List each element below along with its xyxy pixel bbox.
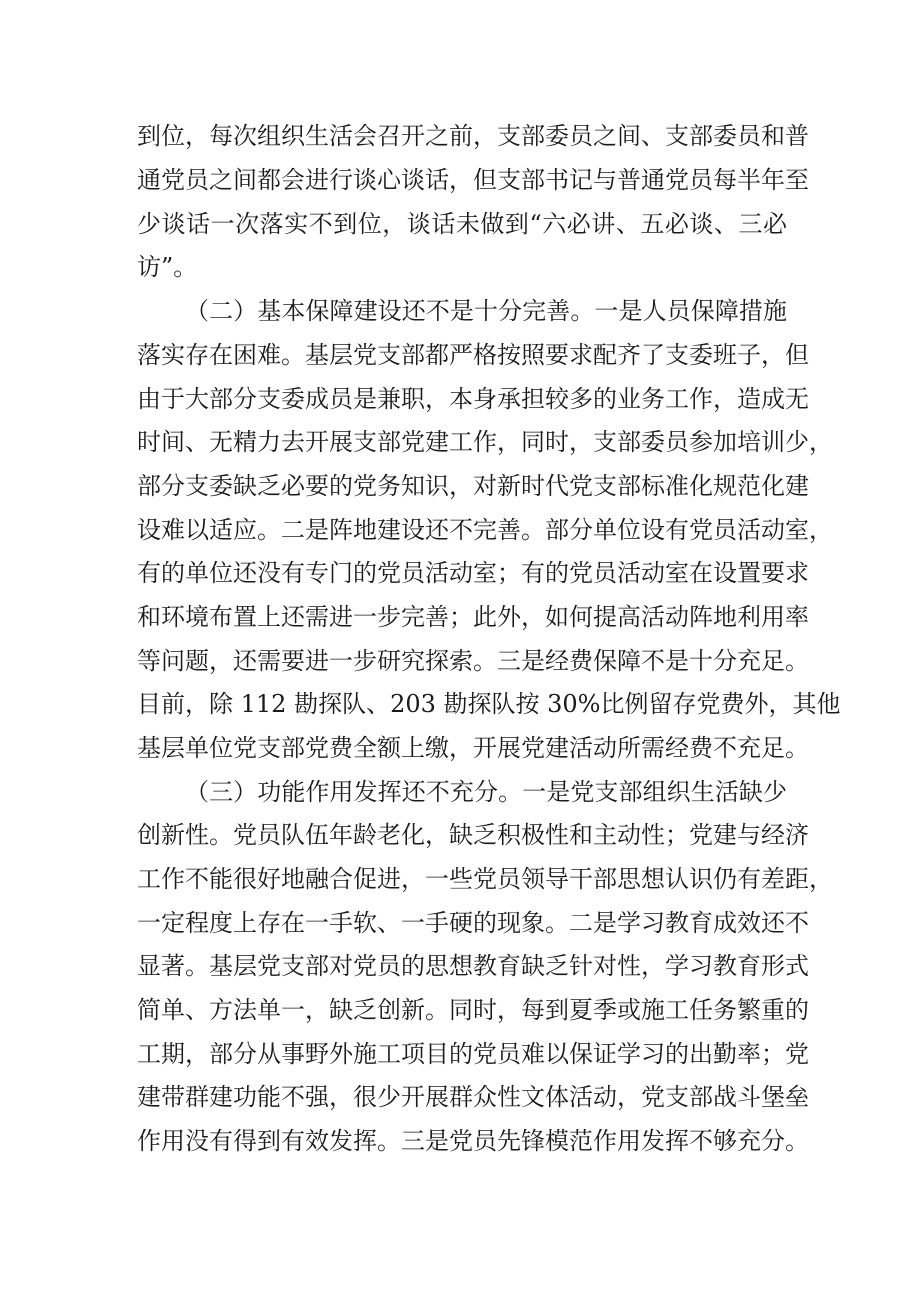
text-line: 等问题，还需要进一步研究探索。三是经费保障不是十分充足。 <box>137 647 809 675</box>
text-line: 有的单位还没有专门的党员活动室；有的党员活动室在设置要求 <box>137 559 809 587</box>
text-line: 通党员之间都会进行谈心谈话，但支部书记与普通党员每半年至 <box>137 166 809 194</box>
text-line: 工期，部分从事野外施工项目的党员难以保证学习的出勤率；党 <box>137 1040 809 1068</box>
text-line: 由于大部分支委成员是兼职，本身承担较多的业务工作，造成无 <box>137 385 809 413</box>
text-line: 建带群建功能不强，很少开展群众性文体活动，党支部战斗堡垒 <box>137 1083 809 1111</box>
text-line: 工作不能很好地融合促进，一些党员领导干部思想认识仍有差距， <box>137 865 833 893</box>
text-line: 基层单位党支部党费全额上缴，开展党建活动所需经费不充足。 <box>137 734 809 762</box>
section-heading-line: （二）基本保障建设还不是十分完善。一是人员保障措施 <box>185 297 787 325</box>
section-heading-line: （三）功能作用发挥还不充分。一是党支部组织生活缺少 <box>185 778 787 806</box>
text-line: 设难以适应。二是阵地建设还不完善。部分单位设有党员活动室， <box>137 516 833 544</box>
text-line: 到位，每次组织生活会召开之前，支部委员之间、支部委员和普 <box>137 122 809 150</box>
text-line: 创新性。党员队伍年龄老化，缺乏积极性和主动性；党建与经济 <box>137 821 809 849</box>
text-line: 时间、无精力去开展支部党建工作，同时，支部委员参加培训少， <box>137 428 833 456</box>
text-line: 部分支委缺乏必要的党务知识，对新时代党支部标准化规范化建 <box>137 472 809 500</box>
text-line: 作用没有得到有效发挥。三是党员先锋模范作用发挥不够充分。 <box>137 1127 809 1155</box>
text-line: 显著。基层党支部对党员的思想教育缺乏针对性，学习教育形式 <box>137 952 809 980</box>
text-line: 落实存在困难。基层党支部都严格按照要求配齐了支委班子，但 <box>137 341 809 369</box>
text-line: 简单、方法单一，缺乏创新。同时，每到夏季或施工任务繁重的 <box>137 996 809 1024</box>
text-line: 少谈话一次落实不到位，谈话未做到“六必讲、五必谈、三必 <box>137 210 787 238</box>
text-line: 访”。 <box>137 253 198 281</box>
text-line: 和环境布置上还需进一步完善；此外，如何提高活动阵地利用率 <box>137 603 809 631</box>
text-line: 目前，除 112 勘探队、203 勘探队按 30%比例留存党费外，其他 <box>137 690 841 718</box>
text-line: 一定程度上存在一手软、一手硬的现象。二是学习教育成效还不 <box>137 909 809 937</box>
